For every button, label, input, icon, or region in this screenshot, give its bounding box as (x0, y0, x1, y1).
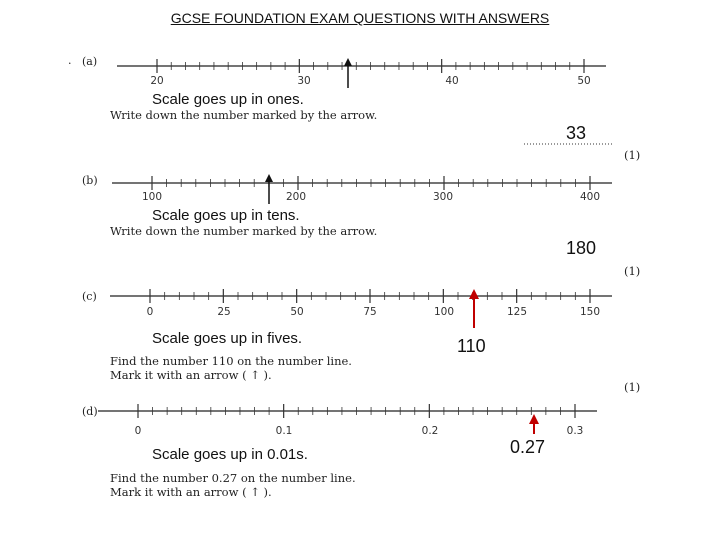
number-line-a (117, 59, 606, 73)
part-c-label: (c) (82, 290, 97, 303)
tick-label: 100 (433, 306, 455, 318)
instruction-line: Mark it with an arrow ( ↑ ). (110, 485, 272, 499)
arrow-a-icon (344, 58, 352, 88)
tick-label: 125 (506, 306, 528, 318)
tick-label: 300 (432, 191, 454, 203)
tick-label: 0.2 (421, 425, 439, 437)
scale-note: Scale goes up in fives. (152, 330, 303, 347)
tick-label: 200 (285, 191, 307, 203)
answer: 110 (457, 336, 486, 356)
tick-label: 50 (577, 75, 591, 87)
stray-dot: . (68, 54, 72, 67)
tick-label: 0.3 (566, 425, 584, 437)
tick-label: 0 (146, 306, 154, 318)
answer: 0.27 (510, 437, 546, 457)
tick-label: 150 (579, 306, 601, 318)
instruction-line: Find the number 110 on the number line. (110, 354, 352, 368)
tick-label: 40 (445, 75, 459, 87)
arrow-d-icon (529, 414, 539, 434)
tick-label: 0.1 (275, 425, 293, 437)
instruction-line: Write down the number marked by the arrow. (110, 108, 378, 122)
instruction-line: Write down the number marked by the arrow. (110, 224, 378, 238)
tick-label: 100 (141, 191, 163, 203)
tick-label: 20 (150, 75, 164, 87)
scale-note: Scale goes up in ones. (152, 91, 304, 108)
tick-label: 30 (297, 75, 311, 87)
tick-label: 25 (217, 306, 231, 318)
part-d-label: (d) (82, 405, 98, 418)
scale-note: Scale goes up in 0.01s. (152, 446, 308, 463)
marks-label: (1) (624, 148, 641, 162)
arrow-b-icon (265, 174, 273, 204)
number-line-c (110, 289, 612, 303)
instruction-line: Mark it with an arrow ( ↑ ). (110, 368, 272, 382)
answer: 180 (566, 238, 597, 258)
number-line-b (112, 176, 612, 190)
number-line-d (98, 404, 597, 418)
part-a-label: (a) (82, 55, 98, 68)
part-b-label: (b) (82, 174, 98, 187)
scale-note: Scale goes up in tens. (152, 207, 300, 224)
instruction-line: Find the number 0.27 on the number line. (110, 471, 356, 485)
arrow-c-icon (469, 289, 479, 328)
marks-label: (1) (624, 264, 641, 278)
tick-label: 400 (579, 191, 601, 203)
answer: 33 (566, 123, 587, 143)
page-title: GCSE FOUNDATION EXAM QUESTIONS WITH ANSWERS (170, 10, 550, 26)
tick-label: 75 (363, 306, 377, 318)
tick-label: 50 (290, 306, 304, 318)
tick-label: 0 (134, 425, 142, 437)
marks-label: (1) (624, 380, 641, 394)
